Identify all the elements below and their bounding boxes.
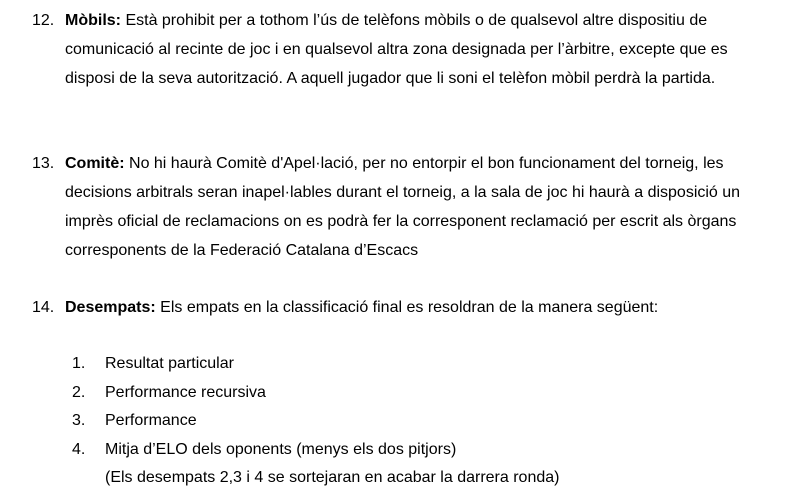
rule-title: Desempats: bbox=[65, 299, 156, 316]
rule-text: Els empats en la classificació final es resoldran de la manera següent: bbox=[155, 299, 659, 316]
list-item bbox=[72, 436, 752, 493]
rule-title: Mòbils: bbox=[65, 12, 121, 29]
list-item-text: Performance bbox=[105, 412, 197, 429]
list-item bbox=[72, 350, 752, 379]
rule-text: No hi haurà Comitè d'Apel·lació, per no entorpir el bon funcionament del torneig, les decisions arbitrals seran inapel·lables durant el torneig, a la sala de joc hi haurà a disposició un imprès oficial de reclamacions on es podrà fer la corresponent reclamació per escrit als òrgans corresponents de la Federació Catalana d’Escacs bbox=[65, 155, 741, 259]
rule-number: 13. bbox=[32, 155, 55, 172]
list-item-text: Mitja d’ELO dels oponents (menys els dos pitjors) bbox=[105, 440, 457, 458]
list-item-number: 3. bbox=[72, 412, 86, 429]
tiebreak-note: (Els desempats 2,3 i 4 se sortejaran en acabar la darrera ronda) bbox=[105, 469, 560, 486]
rule-14-desempats bbox=[32, 293, 772, 322]
list-item bbox=[72, 379, 752, 408]
rule-13-comite bbox=[32, 149, 772, 265]
rule-number: 12. bbox=[32, 12, 55, 29]
list-item-text: Resultat particular bbox=[105, 355, 234, 372]
list-item-number: 1. bbox=[72, 355, 86, 372]
rule-body bbox=[65, 149, 772, 265]
tiebreak-list bbox=[72, 350, 752, 493]
rule-body bbox=[65, 293, 772, 322]
list-item-number: 2. bbox=[72, 383, 86, 401]
rule-number: 14. bbox=[32, 299, 55, 316]
list-item bbox=[72, 407, 752, 436]
rule-title: Comitè: bbox=[65, 155, 125, 172]
rule-text: Està prohibit per a tothom l’ús de telèfons mòbils o de qualsevol altre dispositiu de comunicació al recinte de joc i en qualsevol altra zona designada per l’àrbitre, excepte que es disposi de la seva autorització. A aquell jugador que li soni el telèfon mòbil perdrà la partida. bbox=[65, 12, 728, 87]
rule-12-mobils bbox=[32, 6, 772, 93]
list-item-number: 4. bbox=[72, 440, 86, 458]
rule-body bbox=[65, 6, 772, 93]
list-item-text: Performance recursiva bbox=[105, 383, 266, 401]
